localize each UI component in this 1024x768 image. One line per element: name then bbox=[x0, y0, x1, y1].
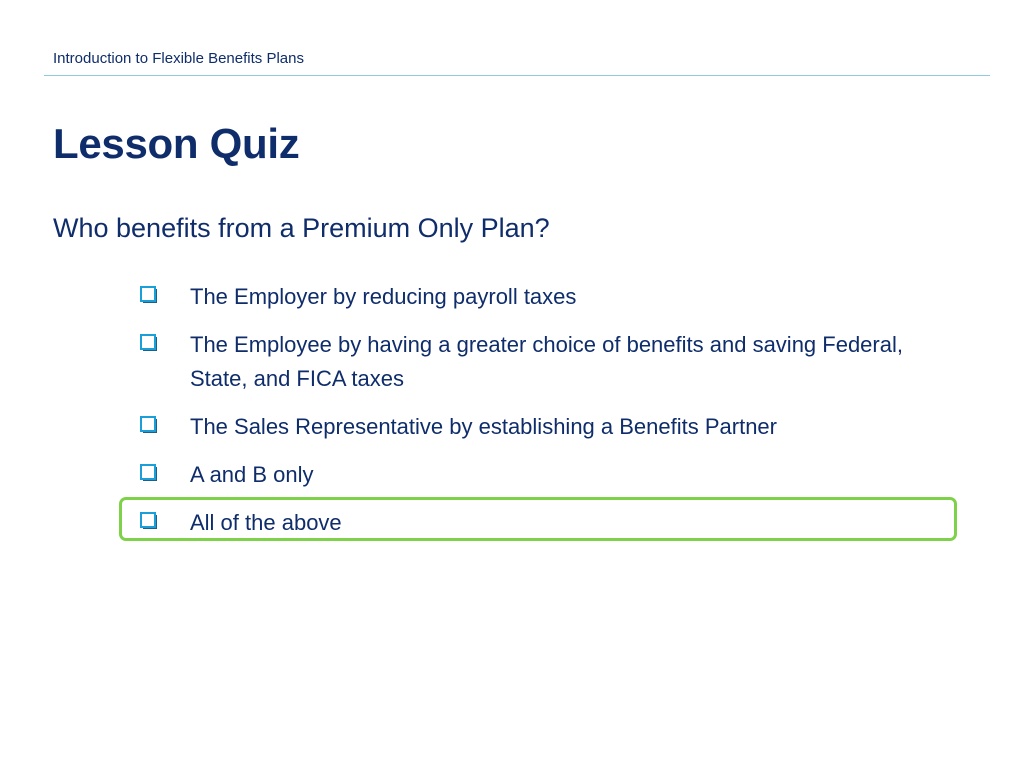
checkbox-square-icon bbox=[140, 286, 158, 304]
answer-option-d[interactable] bbox=[140, 458, 940, 492]
quiz-question: Who benefits from a Premium Only Plan? bbox=[53, 213, 550, 243]
answer-option-text: The Sales Representative by establishing a Benefits Partner bbox=[190, 414, 777, 439]
answer-option-text: The Employer by reducing payroll taxes bbox=[190, 284, 577, 309]
checkbox-square-icon bbox=[140, 416, 158, 434]
checkbox-square-icon bbox=[140, 464, 158, 482]
answer-option-text: All of the above bbox=[190, 510, 342, 535]
header-divider bbox=[44, 75, 990, 76]
answer-option-text: A and B only bbox=[190, 462, 314, 487]
course-title: Introduction to Flexible Benefits Plans bbox=[53, 50, 304, 67]
checkbox-square-icon bbox=[140, 512, 158, 530]
checkbox-square-icon bbox=[140, 334, 158, 352]
answer-option-b[interactable] bbox=[140, 328, 940, 396]
answer-option-a[interactable] bbox=[140, 280, 940, 314]
answer-option-c[interactable] bbox=[140, 410, 940, 444]
answer-option-text: The Employee by having a greater choice of benefits and saving Federal, State, and FICA taxes bbox=[190, 332, 903, 391]
answer-options bbox=[140, 280, 940, 554]
answer-option-e[interactable] bbox=[140, 506, 940, 540]
page-title: Lesson Quiz bbox=[53, 120, 300, 167]
